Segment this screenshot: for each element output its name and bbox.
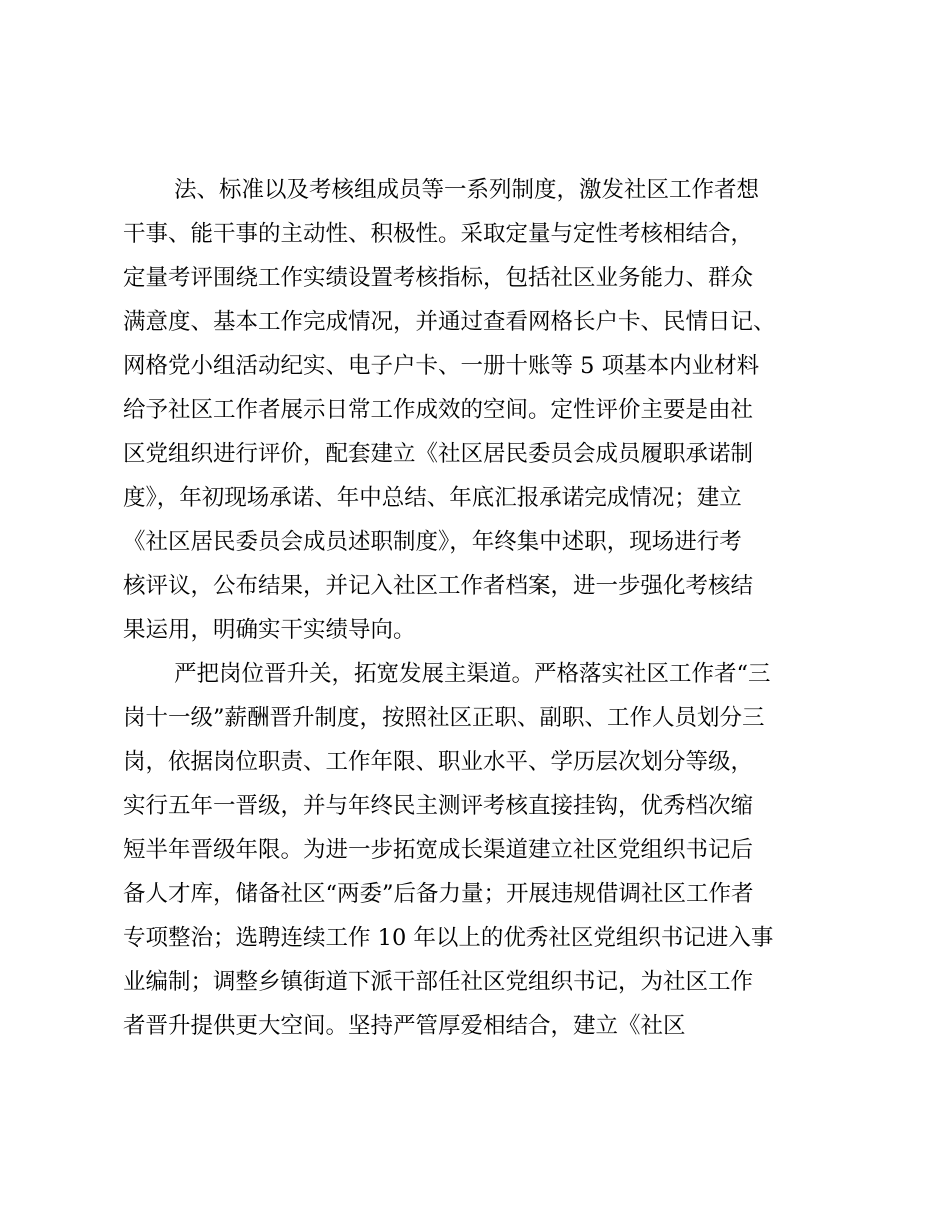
text-line: 给予社区工作者展示日常工作成效的空间。定性评价主要是由社 bbox=[123, 397, 754, 423]
text-line: 干事、能干事的主动性、积极性。采取定量与定性考核相结合， bbox=[123, 221, 754, 247]
text-line: 果运用，明确实干实绩导向。 bbox=[123, 617, 416, 643]
paragraph-heading-line: 严把岗位晋升关，拓宽发展主渠道。严格落实社区工作者“三 bbox=[174, 661, 771, 687]
text-line: 岗，依据岗位职责、工作年限、职业水平、学历层次划分等级， bbox=[123, 749, 754, 775]
text-line: 岗十一级”薪酬晋升制度，按照社区正职、副职、工作人员划分三 bbox=[123, 705, 765, 731]
text-line: 备人才库，储备社区“两委”后备力量；开展违规借调社区工作者 bbox=[123, 881, 754, 907]
text-line: 满意度、基本工作完成情况，并通过查看网格长户卡、民情日记、 bbox=[123, 309, 776, 335]
text-line: 度》，年初现场承诺、年中总结、年底汇报承诺完成情况；建立 bbox=[123, 485, 742, 511]
text-line: 网格党小组活动纪实、电子户卡、一册十账等 5 项基本内业材料 bbox=[123, 353, 760, 379]
text-line: 核评议，公布结果，并记入社区工作者档案，进一步强化考核结 bbox=[123, 573, 754, 599]
text-line: 《社区居民委员会成员述职制度》，年终集中述职，现场进行考 bbox=[123, 529, 742, 555]
text-line: 定量考评围绕工作实绩设置考核指标，包括社区业务能力、群众 bbox=[123, 265, 754, 291]
text-line: 短半年晋级年限。为进一步拓宽成长渠道建立社区党组织书记后 bbox=[123, 837, 754, 863]
text-line: 者晋升提供更大空间。坚持严管厚爱相结合，建立《社区 bbox=[123, 1013, 686, 1039]
text-line: 专项整治；选聘连续工作 10 年以上的优秀社区党组织书记进入事 bbox=[123, 925, 774, 951]
text-line: 实行五年一晋级，并与年终民主测评考核直接挂钩，优秀档次缩 bbox=[123, 793, 754, 819]
text-line: 区党组织进行评价，配套建立《社区居民委员会成员履职承诺制 bbox=[123, 441, 754, 467]
text-line: 业编制；调整乡镇街道下派干部任社区党组织书记，为社区工作 bbox=[123, 969, 754, 995]
text-line: 法、标准以及考核组成员等一系列制度，激发社区工作者想 bbox=[174, 177, 760, 203]
